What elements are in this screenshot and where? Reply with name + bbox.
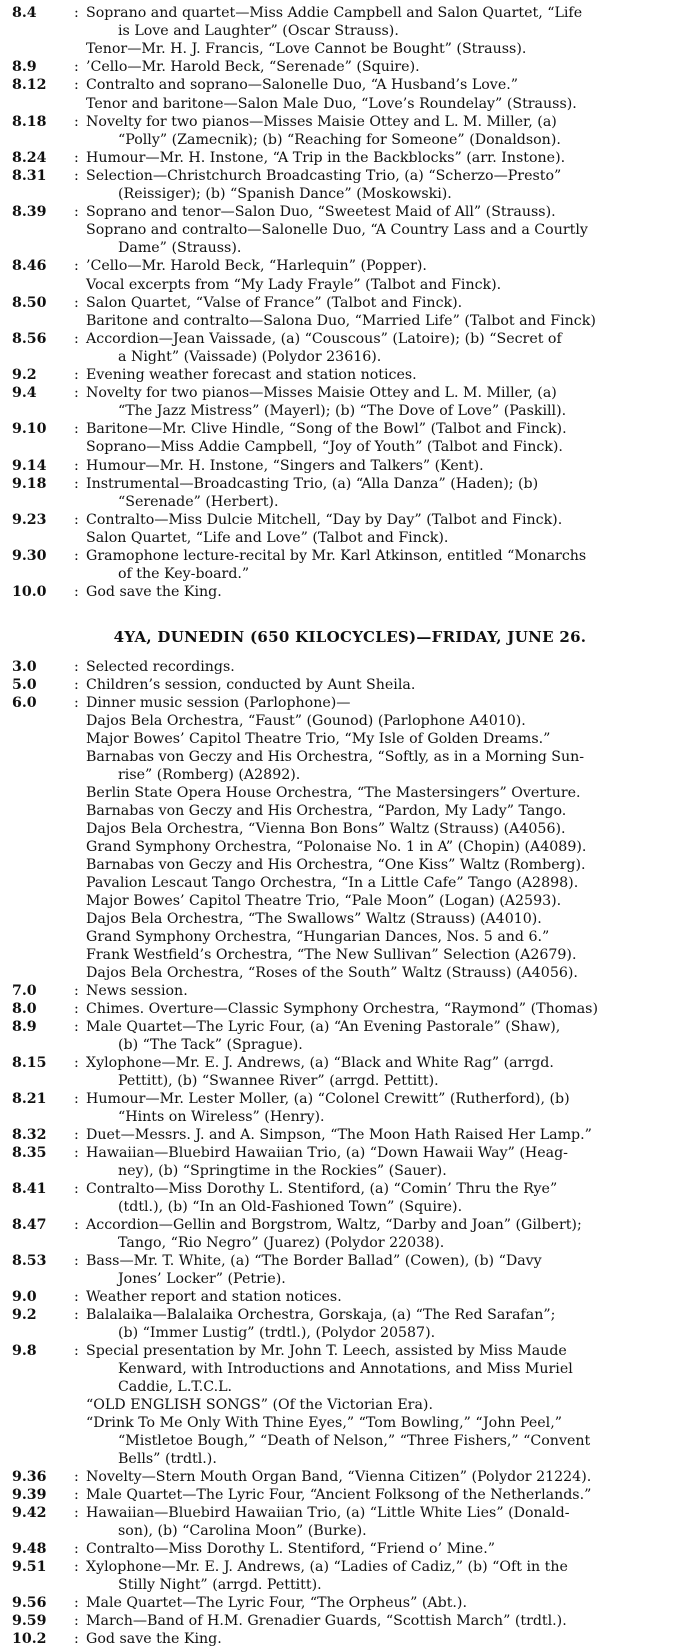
programme-time: 9.39 [12, 1487, 47, 1503]
programme-text: Salon Quartet, “Valse of France” (Talbot and Finck). [86, 294, 463, 311]
programme-time: 9.36 [12, 1469, 47, 1485]
programme-text: Soprano and contralto—Salonelle Duo, “A Country Lass and a Courtly [86, 222, 588, 239]
programme-text: Major Bowes’ Capitol Theatre Trio, “Pale Moon” (Logan) (A2593). [86, 893, 562, 909]
programme-text: Novelty for two pianos—Misses Maisie Ottey and L. M. Miller, (a) [86, 385, 557, 402]
programme-text: Soprano and tenor—Salon Duo, “Sweetest Maid of All” (Strauss). [86, 204, 556, 221]
programme-text: Tenor—Mr. H. J. Francis, “Love Cannot be Bought” (Strauss). [86, 41, 527, 58]
time-separator: : [74, 367, 79, 383]
time-separator: : [74, 421, 79, 438]
programme-text: Selection—Christchurch Broadcasting Trio, (a) “Scherzo—Presto” [86, 167, 562, 184]
programme-time: 8.56 [12, 330, 47, 347]
programme-time: 8.50 [12, 294, 47, 311]
programme-time: 10.2 [12, 1631, 47, 1647]
programme-text: Selected recordings. [86, 659, 235, 675]
programme-text: Contralto—Miss Dulcie Mitchell, “Day by Day” (Talbot and Finck). [86, 511, 563, 528]
programme-time: 8.0 [12, 1001, 37, 1017]
programme-time: 9.4 [12, 385, 37, 402]
programme-text: Xylophone—Mr. E. J. Andrews, (a) “Ladies of Cadiz,” (b) “Oft in the [86, 1559, 568, 1575]
time-separator: : [74, 548, 79, 564]
programme-time: 9.51 [12, 1559, 47, 1575]
programme-text: Humour—Mr. Lester Moller, (a) “Colonel Crewitt” (Rutherford), (b) [86, 1091, 570, 1107]
programme-text: Instrumental—Broadcasting Trio, (a) “Alla Danza” (Haden); (b) [86, 475, 539, 492]
programme-text: God save the King. [86, 584, 222, 601]
programme-text: March—Band of H.M. Grenadier Guards, “Scottish March” (trdtl.). [86, 1613, 567, 1629]
programme-time: 8.46 [12, 258, 47, 275]
programme-text: Jones’ Locker” (Petrie). [118, 1271, 286, 1287]
programme-text: Gramophone lecture-recital by Mr. Karl Atkinson, entitled “Monarchs [86, 548, 587, 564]
time-separator: : [74, 1559, 79, 1575]
programme-text: “Drink To Me Only With Thine Eyes,” “Tom Bowling,” “John Peel,” [86, 1415, 562, 1431]
programme-time: 9.42 [12, 1505, 47, 1521]
programme-text: Dajos Bela Orchestra, “The Swallows” Waltz (Strauss) (A4010). [86, 911, 542, 927]
programme-text: Male Quartet—The Lyric Four, “Ancient Folksong of the Netherlands.” [86, 1487, 592, 1503]
programme-time: 3.0 [12, 659, 37, 675]
programme-time: 7.0 [12, 983, 37, 999]
programme-time: 8.18 [12, 113, 47, 130]
programme-time: 9.2 [12, 367, 37, 383]
programme-text: (b) “The Tack” (Sprague). [118, 1037, 303, 1053]
time-separator: : [74, 258, 79, 275]
programme-time: 9.10 [12, 421, 47, 438]
programme-text: Xylophone—Mr. E. J. Andrews, (a) “Black and White Rag” (arrgd. [86, 1055, 554, 1071]
time-separator: : [74, 1253, 79, 1269]
programme-text: Major Bowes’ Capitol Theatre Trio, “My Isle of Golden Dreams.” [86, 731, 551, 747]
programme-text: Hawaiian—Bluebird Hawaiian Trio, (a) “Little White Lies” (Donald- [86, 1505, 570, 1521]
programme-text: Humour—Mr. H. Instone, “A Trip in the Backblocks” (arr. Instone). [86, 149, 566, 166]
programme-text: Salon Quartet, “Life and Love” (Talbot and Finck). [86, 529, 449, 546]
time-separator: : [74, 5, 79, 21]
programme-time: 8.32 [12, 1127, 47, 1143]
programme-text: Caddie, L.T.C.L. [118, 1379, 233, 1395]
programme-text: Contralto—Miss Dorothy L. Stentiford, (a) “Comin’ Thru the Rye” [86, 1181, 558, 1197]
programme-text: Novelty for two pianos—Misses Maisie Ottey and L. M. Miller, (a) [86, 113, 557, 130]
programme-text: Male Quartet—The Lyric Four, (a) “An Evening Pastorale” (Shaw), [86, 1019, 561, 1035]
programme-text: “Hints on Wireless” (Henry). [118, 1109, 325, 1125]
time-separator: : [74, 1001, 79, 1017]
programme-text: of the Key-board.” [118, 566, 250, 583]
programme-time: 9.8 [12, 1343, 37, 1359]
programme-time: 10.0 [12, 584, 47, 601]
programme-text: Novelty—Stern Mouth Organ Band, “Vienna Citizen” (Polydor 21224). [86, 1469, 592, 1485]
time-separator: : [74, 1613, 79, 1629]
time-separator: : [74, 1307, 79, 1323]
time-separator: : [74, 584, 79, 601]
programme-text: Dajos Bela Orchestra, “Vienna Bon Bons” Waltz (Strauss) (A4056). [86, 821, 566, 837]
programme-text: Vocal excerpts from “My Lady Frayle” (Talbot and Finck). [86, 276, 502, 293]
programme-text: Dinner music session (Parlophone)— [86, 695, 351, 711]
programme-time: 8.4 [12, 5, 37, 21]
time-separator: : [74, 330, 79, 347]
programme-text: Soprano and quartet—Miss Addie Campbell and Salon Quartet, “Life [86, 5, 583, 21]
programme-text: a Night” (Vaissade) (Polydor 23616). [118, 348, 382, 365]
programme-time: 8.31 [12, 167, 47, 184]
programme-time: 8.21 [12, 1091, 47, 1107]
programme-text: Dajos Bela Orchestra, “Faust” (Gounod) (Parlophone A4010). [86, 713, 526, 729]
programme-time: 8.35 [12, 1145, 47, 1161]
programme-text: Evening weather forecast and station notices. [86, 367, 417, 383]
programme-text: Berlin State Opera House Orchestra, “The Mastersingers” Overture. [86, 785, 581, 801]
time-separator: : [74, 457, 79, 474]
programme-time: 9.59 [12, 1613, 47, 1629]
time-separator: : [74, 1019, 79, 1035]
programme-text: Humour—Mr. H. Instone, “Singers and Talkers” (Kent). [86, 457, 484, 474]
programme-time: 6.0 [12, 695, 37, 711]
programme-text: God save the King. [86, 1631, 222, 1647]
time-separator: : [74, 1541, 79, 1557]
programme-time: 8.15 [12, 1055, 47, 1071]
programme-text: “OLD ENGLISH SONGS” (Of the Victorian Era). [86, 1397, 433, 1413]
time-separator: : [74, 1505, 79, 1521]
programme-time: 9.18 [12, 475, 47, 492]
programme-time: 8.24 [12, 149, 47, 166]
programme-text: Stilly Night” (arrgd. Pettitt). [118, 1577, 322, 1593]
programme-text: Contralto—Miss Dorothy L. Stentiford, “Friend o’ Mine.” [86, 1541, 495, 1557]
time-separator: : [74, 1127, 79, 1143]
time-separator: : [74, 1469, 79, 1485]
time-separator: : [74, 1055, 79, 1071]
programme-text: Dajos Bela Orchestra, “Roses of the South” Waltz (Strauss) (A4056). [86, 965, 578, 981]
programme-time: 8.41 [12, 1181, 47, 1197]
programme-text: rise” (Romberg) (A2892). [118, 767, 301, 783]
programme-time: 8.53 [12, 1253, 47, 1269]
programme-text: Dame” (Strauss). [118, 240, 242, 257]
programme-text: News session. [86, 983, 188, 999]
programme-text: Tenor and baritone—Salon Male Duo, “Love’s Roundelay” (Strauss). [86, 95, 577, 112]
programme-text: Accordion—Jean Vaissade, (a) “Couscous” (Latoire); (b) “Secret of [86, 330, 562, 347]
time-separator: : [74, 1343, 79, 1359]
programme-text: Baritone—Mr. Clive Hindle, “Song of the Bowl” (Talbot and Finck). [86, 421, 567, 438]
programme-text: Duet—Messrs. J. and A. Simpson, “The Moon Hath Raised Her Lamp.” [86, 1127, 592, 1143]
programme-time: 9.56 [12, 1595, 47, 1611]
time-separator: : [74, 1217, 79, 1233]
programme-time: 8.9 [12, 1019, 37, 1035]
time-separator: : [74, 1181, 79, 1197]
programme-text: “Mistletoe Bough,” “Death of Nelson,” “Three Fishers,” “Convent [118, 1433, 591, 1449]
programme-text: Frank Westfield’s Orchestra, “The New Sullivan” Selection (A2679). [86, 947, 577, 963]
programme-text: Baritone and contralto—Salona Duo, “Married Life” (Talbot and Finck) [86, 312, 596, 329]
time-separator: : [74, 1289, 79, 1305]
programme-text: Pavalion Lescaut Tango Orchestra, “In a Little Cafe” Tango (A2898). [86, 875, 579, 891]
programme-text: Chimes. Overture—Classic Symphony Orchestra, “Raymond” (Thomas) [86, 1001, 598, 1017]
programme-time: 9.2 [12, 1307, 37, 1323]
programme-text: Bells” (trdtl.). [118, 1451, 217, 1467]
programme-text: Kenward, with Introductions and Annotations, and Miss Muriel [118, 1361, 573, 1377]
programme-time: 5.0 [12, 677, 37, 693]
time-separator: : [74, 1631, 79, 1647]
programme-text: Contralto and soprano—Salonelle Duo, “A Husband’s Love.” [86, 77, 518, 94]
programme-text: “The Jazz Mistress” (Mayerl); (b) “The Dove of Love” (Paskill). [118, 403, 567, 420]
programme-text: (b) “Immer Lustig” (trdtl.), (Polydor 20587). [118, 1325, 436, 1341]
programme-time: 9.14 [12, 457, 47, 474]
time-separator: : [74, 1595, 79, 1611]
station-heading: 4YA, DUNEDIN (650 KILOCYCLES)—FRIDAY, JUNE 26. [113, 628, 587, 646]
programme-time: 9.23 [12, 511, 47, 528]
programme-time: 9.0 [12, 1289, 37, 1305]
time-separator: : [74, 59, 79, 76]
programme-text: Grand Symphony Orchestra, “Hungarian Dances, Nos. 5 and 6.” [86, 929, 550, 945]
programme-text: Grand Symphony Orchestra, “Polonaise No. 1 in A” (Chopin) (A4089). [86, 839, 587, 855]
programme-time: 8.39 [12, 204, 47, 221]
programme-text: Male Quartet—The Lyric Four, “The Orpheus” (Abt.). [86, 1595, 467, 1611]
programme-text: Balalaika—Balalaika Orchestra, Gorskaja, (a) “The Red Sarafan”; [86, 1307, 556, 1323]
time-separator: : [74, 677, 79, 693]
programme-text: “Serenade” (Herbert). [118, 493, 279, 510]
time-separator: : [74, 77, 79, 94]
time-separator: : [74, 204, 79, 221]
time-separator: : [74, 695, 79, 711]
programme-text: is Love and Laughter” (Oscar Strauss). [118, 23, 399, 40]
time-separator: : [74, 294, 79, 311]
programme-text: Pettitt), (b) “Swannee River” (arrgd. Pettitt). [118, 1073, 439, 1089]
time-separator: : [74, 511, 79, 528]
programme-text: Hawaiian—Bluebird Hawaiian Trio, (a) “Down Hawaii Way” (Heag- [86, 1145, 568, 1161]
programme-text: son), (b) “Carolina Moon” (Burke). [118, 1523, 367, 1539]
programme-text: ’Cello—Mr. Harold Beck, “Serenade” (Squire). [86, 59, 420, 76]
programme-time: 9.30 [12, 548, 47, 564]
programme-text: Barnabas von Geczy and His Orchestra, “Pardon, My Lady” Tango. [86, 803, 567, 819]
programme-time: 8.47 [12, 1217, 47, 1233]
programme-text: Barnabas von Geczy and His Orchestra, “Softly, as in a Morning Sun- [86, 749, 585, 765]
time-separator: : [74, 1091, 79, 1107]
programme-text: ney), (b) “Springtime in the Rockies” (Sauer). [118, 1163, 447, 1179]
programme-text: Weather report and station notices. [86, 1289, 342, 1305]
time-separator: : [74, 983, 79, 999]
time-separator: : [74, 113, 79, 130]
time-separator: : [74, 167, 79, 184]
programme-text: (tdtl.), (b) “In an Old-Fashioned Town” (Squire). [118, 1199, 463, 1215]
programme-text: Bass—Mr. T. White, (a) “The Border Ballad” (Cowen), (b) “Davy [86, 1253, 542, 1269]
programme-text: Barnabas von Geczy and His Orchestra, “One Kiss” Waltz (Romberg). [86, 857, 586, 873]
time-separator: : [74, 1487, 79, 1503]
programme-text: (Reissiger); (b) “Spanish Dance” (Moskowski). [118, 186, 452, 202]
time-separator: : [74, 385, 79, 402]
programme-time: 8.9 [12, 59, 37, 76]
programme-text: Tango, “Rio Negro” (Juarez) (Polydor 22038). [118, 1235, 445, 1251]
programme-time: 9.48 [12, 1541, 47, 1557]
time-separator: : [74, 475, 79, 492]
programme-text: “Polly” (Zamecnik); (b) “Reaching for Someone” (Donaldson). [118, 131, 561, 148]
programme-text: ’Cello—Mr. Harold Beck, “Harlequin” (Popper). [86, 258, 427, 275]
time-separator: : [74, 659, 79, 675]
time-separator: : [74, 149, 79, 166]
programme-text: Special presentation by Mr. John T. Leech, assisted by Miss Maude [86, 1343, 567, 1359]
programme-text: Accordion—Gellin and Borgstrom, Waltz, “Darby and Joan” (Gilbert); [86, 1217, 582, 1233]
programme-text: Soprano—Miss Addie Campbell, “Joy of Youth” (Talbot and Finck). [86, 439, 563, 456]
programme-time: 8.12 [12, 77, 47, 94]
time-separator: : [74, 1145, 79, 1161]
programme-text: Children’s session, conducted by Aunt Sheila. [86, 677, 416, 693]
